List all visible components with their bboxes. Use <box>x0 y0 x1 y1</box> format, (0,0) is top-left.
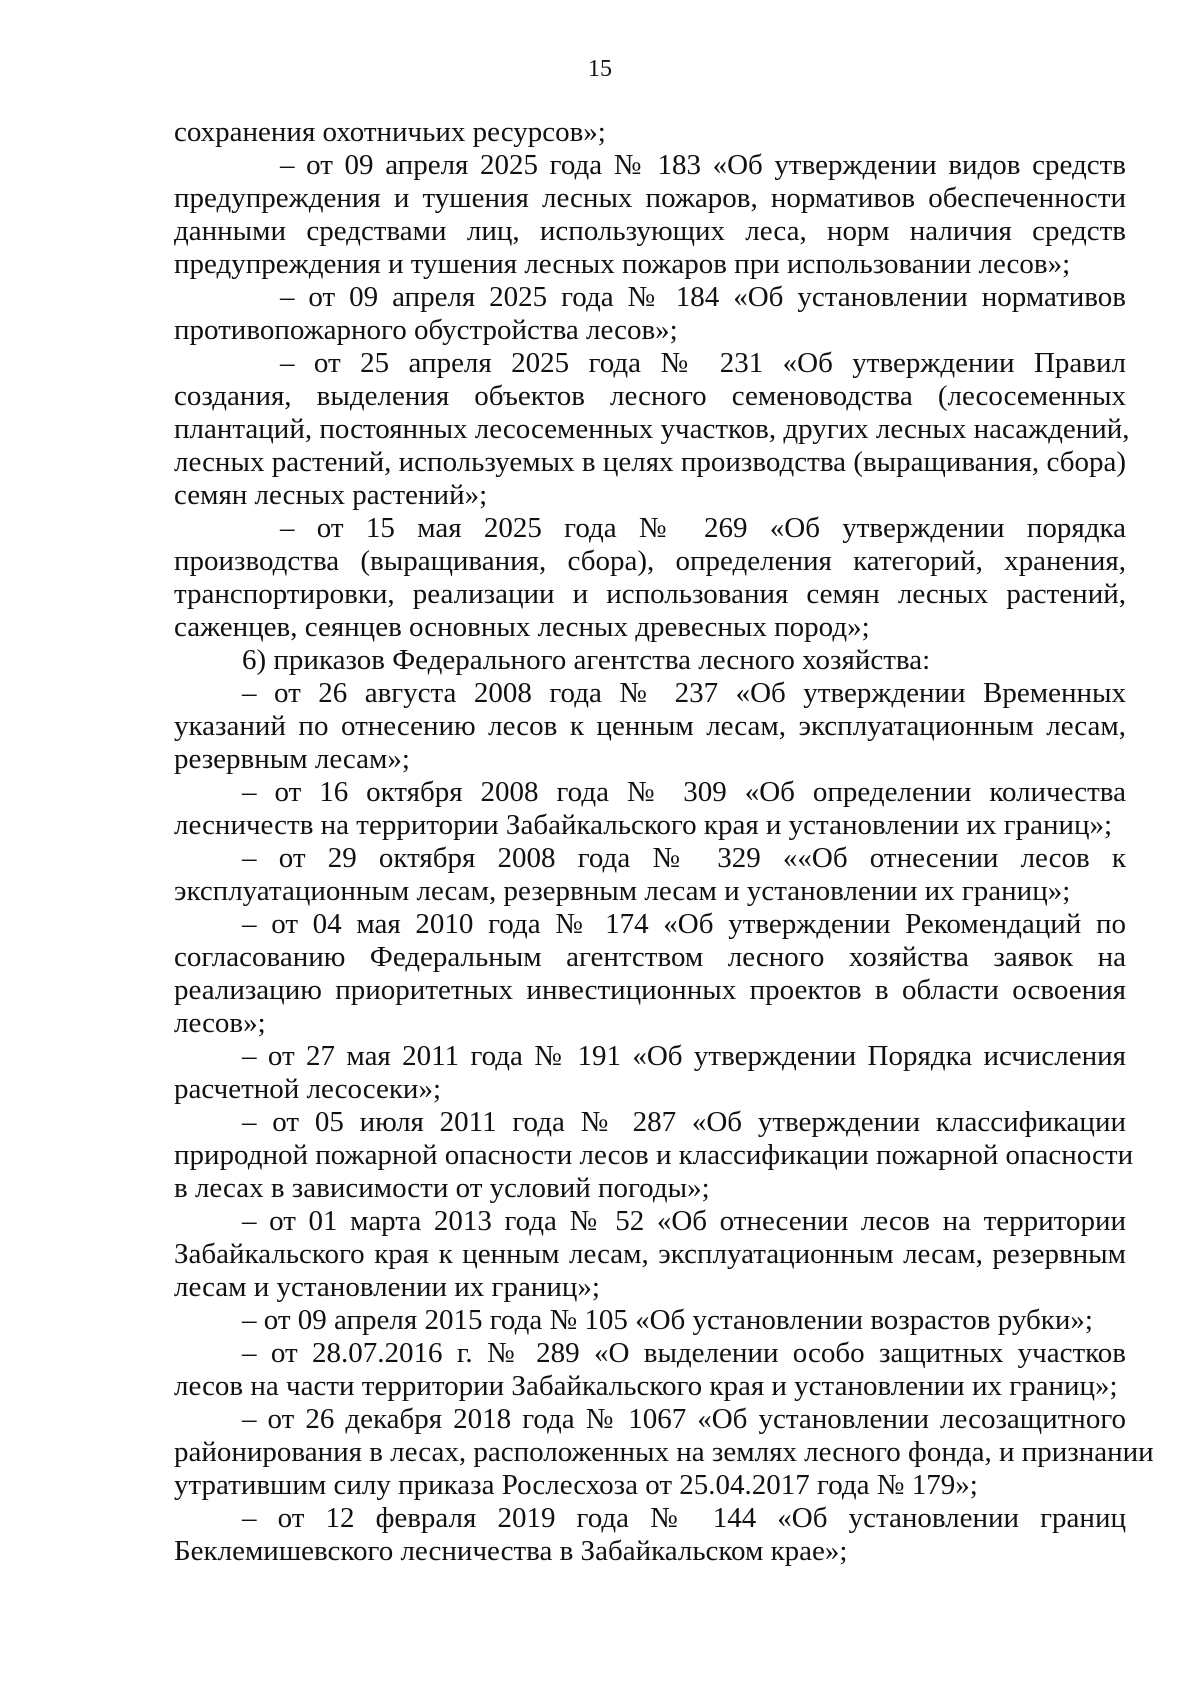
text-line: – от 12 февраля 2019 года № 144 «Об установлении границ <box>242 1502 1126 1534</box>
text-line: утратившим силу приказа Рослесхоза от 25.04.2017 года № 179»; <box>174 1469 978 1501</box>
text-line: – от 27 мая 2011 года № 191 «Об утверждении Порядка исчисления <box>242 1040 1126 1072</box>
text-line: противопожарного обустройства лесов»; <box>174 314 678 346</box>
text-line: Забайкальского края к ценным лесам, эксплуатационным лесам, резервным <box>174 1238 1126 1270</box>
text-line: природной пожарной опасности лесов и классификации пожарной опасности <box>174 1139 1134 1171</box>
text-line: – от 16 октября 2008 года № 309 «Об определении количества <box>242 776 1126 808</box>
text-line: расчетной лесосеки»; <box>174 1073 442 1105</box>
text-line: лесных растений, используемых в целях производства (выращивания, сбора) <box>174 446 1126 478</box>
text-line: лесничеств на территории Забайкальского края и установлении их границ»; <box>174 809 1113 841</box>
text-line: – от 28.07.2016 г. № 289 «О выделении особо защитных участков <box>242 1337 1126 1369</box>
text-line: эксплуатационным лесам, резервным лесам и установлении их границ»; <box>174 875 1071 907</box>
text-line: – от 01 марта 2013 года № 52 «Об отнесении лесов на территории <box>242 1205 1126 1237</box>
text-line: реализацию приоритетных инвестиционных проектов в области освоения <box>174 974 1126 1006</box>
text-line: указаний по отнесению лесов к ценным лесам, эксплуатационным лесам, <box>174 710 1126 742</box>
text-line: предупреждения и тушения лесных пожаров, нормативов обеспеченности <box>174 182 1126 214</box>
text-line: производства (выращивания, сбора), определения категорий, хранения, <box>174 545 1126 577</box>
text-line: в лесах в зависимости от условий погоды»; <box>174 1172 710 1204</box>
text-line: лесов на части территории Забайкальского края и установлении их границ»; <box>174 1370 1118 1402</box>
text-line: данными средствами лиц, использующих леса, норм наличия средств <box>174 215 1126 247</box>
text-line: плантаций, постоянных лесосеменных участков, других лесных насаждений, <box>174 413 1130 445</box>
text-line: резервным лесам»; <box>174 743 410 775</box>
text-line: создания, выделения объектов лесного семеноводства (лесосеменных <box>174 380 1126 412</box>
text-line: саженцев, сеянцев основных лесных древесных пород»; <box>174 611 870 643</box>
text-line: – от 15 мая 2025 года № 269 «Об утверждении порядка <box>280 512 1126 544</box>
text-line: предупреждения и тушения лесных пожаров при использовании лесов»; <box>174 248 1071 280</box>
text-line: 6) приказов Федерального агентства лесного хозяйства: <box>242 644 931 676</box>
text-line: – от 09 апреля 2025 года № 183 «Об утверждении видов средств <box>280 149 1126 181</box>
text-line: – от 26 августа 2008 года № 237 «Об утверждении Временных <box>242 677 1126 709</box>
text-line: – от 09 апреля 2015 года № 105 «Об установлении возрастов рубки»; <box>242 1304 1093 1336</box>
text-line: семян лесных растений»; <box>174 479 488 511</box>
text-line: Беклемишевского лесничества в Забайкальском крае»; <box>174 1535 848 1567</box>
text-line: – от 29 октября 2008 года № 329 ««Об отнесении лесов к <box>242 842 1126 874</box>
text-line: – от 05 июля 2011 года № 287 «Об утверждении классификации <box>242 1106 1126 1138</box>
text-line: сохранения охотничьих ресурсов»; <box>174 116 606 148</box>
text-line: согласованию Федеральным агентством лесного хозяйства заявок на <box>174 941 1126 973</box>
text-line: районирования в лесах, расположенных на землях лесного фонда, и признании <box>174 1436 1154 1468</box>
text-line: – от 04 мая 2010 года № 174 «Об утверждении Рекомендаций по <box>242 908 1126 940</box>
page-number: 15 <box>588 56 612 82</box>
text-line: – от 09 апреля 2025 года № 184 «Об установлении нормативов <box>280 281 1126 313</box>
text-line: – от 26 декабря 2018 года № 1067 «Об установлении лесозащитного <box>242 1403 1126 1435</box>
text-line: – от 25 апреля 2025 года № 231 «Об утверждении Правил <box>280 347 1126 379</box>
text-line: лесов»; <box>174 1007 266 1039</box>
text-line: транспортировки, реализации и использования семян лесных растений, <box>174 578 1126 610</box>
document-body <box>174 116 1154 1568</box>
text-line: лесам и установлении их границ»; <box>174 1271 600 1303</box>
